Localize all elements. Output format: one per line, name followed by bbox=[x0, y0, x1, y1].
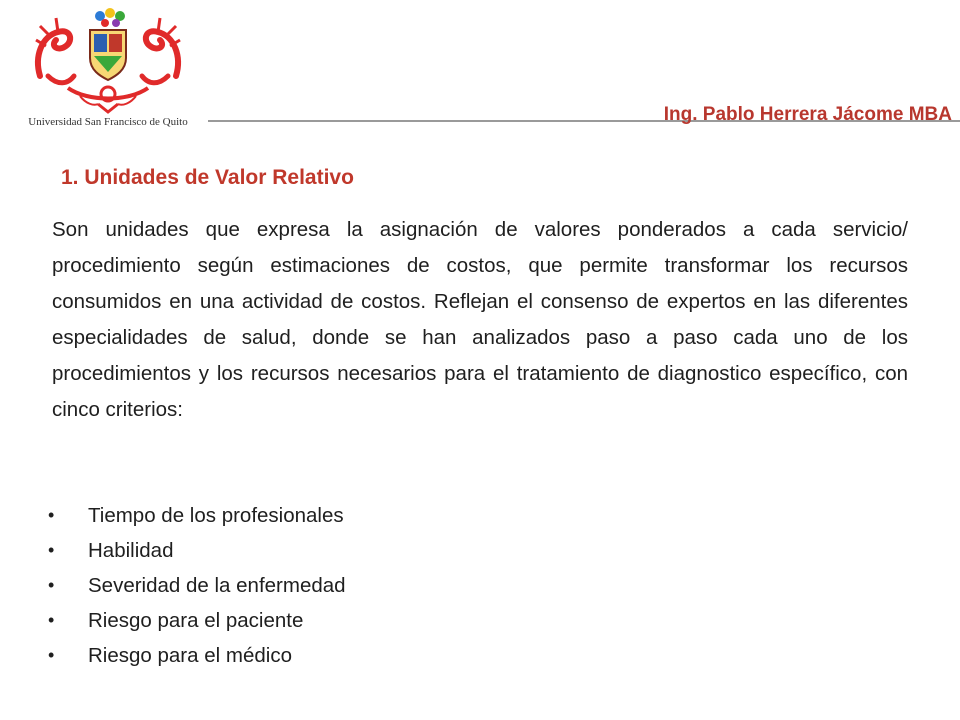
criterion-label: Severidad de la enfermedad bbox=[88, 574, 346, 597]
logo-caption: Universidad San Francisco de Quito bbox=[28, 116, 188, 128]
list-item bbox=[48, 638, 346, 673]
bullet-icon: • bbox=[48, 505, 55, 525]
author-name: Ing. Pablo Herrera Jácome MBA bbox=[663, 104, 952, 125]
bullet-icon: • bbox=[48, 540, 55, 560]
list-item bbox=[48, 498, 346, 533]
section-title: 1. Unidades de Valor Relativo bbox=[61, 166, 354, 189]
university-crest-icon bbox=[28, 6, 188, 114]
criterion-label: Tiempo de los profesionales bbox=[88, 504, 344, 527]
bullet-icon: • bbox=[48, 610, 55, 630]
criterion-label: Habilidad bbox=[88, 539, 174, 562]
list-item bbox=[48, 568, 346, 603]
list-item bbox=[48, 603, 346, 638]
bullet-icon: • bbox=[48, 645, 55, 665]
criterion-label: Riesgo para el paciente bbox=[88, 609, 304, 632]
slide-header bbox=[0, 0, 960, 140]
university-logo bbox=[10, 6, 206, 134]
body-paragraph: Son unidades que expresa la asignación de valores ponderados a cada servicio/ procedimiento según estimaciones de costos, que permite transformar los recursos consumidos en una actividad de costos. Reflejan el consenso de expertos en las diferentes especialidades de salud, donde se han analizados paso a paso cada uno de los procedimientos y los recursos necesarios para el tratamiento de diagnostico específico, con cinco criterios: bbox=[52, 218, 908, 421]
list-item bbox=[48, 533, 346, 568]
bullet-icon: • bbox=[48, 575, 55, 595]
criterion-label: Riesgo para el médico bbox=[88, 644, 292, 667]
criteria-list bbox=[48, 498, 346, 673]
